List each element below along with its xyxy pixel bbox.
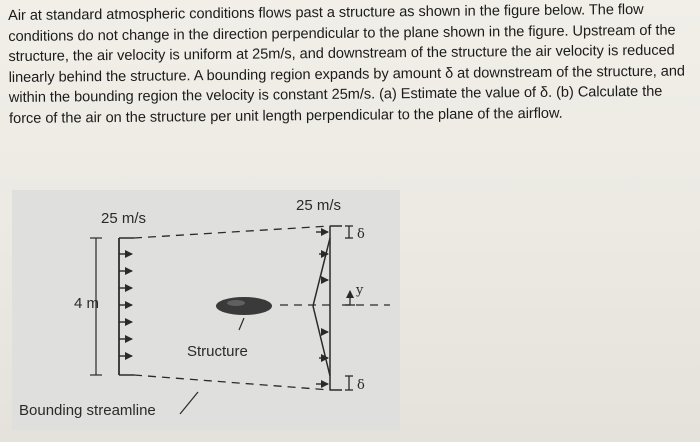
delta-bottom-label: δ xyxy=(357,378,365,393)
streamline-label: Bounding streamline xyxy=(19,402,156,419)
structure-label: Structure xyxy=(187,343,248,360)
height-label: 4 m xyxy=(74,295,100,312)
y-axis-marker xyxy=(345,291,355,305)
delta-bottom-marker xyxy=(345,376,353,390)
streamline-leader xyxy=(180,392,198,414)
y-label: y xyxy=(356,283,364,298)
flow-diagram xyxy=(12,190,400,430)
upstream-arrows xyxy=(119,254,132,356)
problem-statement: Air at standard atmospheric conditions flows past a structure as shown in the figure below. The flow conditions do not change in the direction perpendicular to the plane shown in the figure. Upstream of the structure, the air velocity is uniform at 25m/s, and downstream of the structure the air velocity is reduced linearly behind the structure. A bounding region expands by amount δ at downstream of the structure, and within the bounding region the velocity is constant 25m/s. (a) Estimate the value of δ. (b) Calculate the force of the air on the structure per unit length perpendicular to the plane of the airflow. xyxy=(8,1,686,127)
flow-figure xyxy=(12,190,400,430)
delta-top-marker xyxy=(345,226,353,238)
structure-leader xyxy=(239,318,244,330)
downstream-velocity-label: 25 m/s xyxy=(296,197,342,214)
downstream-profile xyxy=(313,226,342,390)
delta-top-label: δ xyxy=(357,227,365,242)
upstream-velocity-label: 25 m/s xyxy=(101,210,147,227)
structure-shape xyxy=(216,297,272,315)
